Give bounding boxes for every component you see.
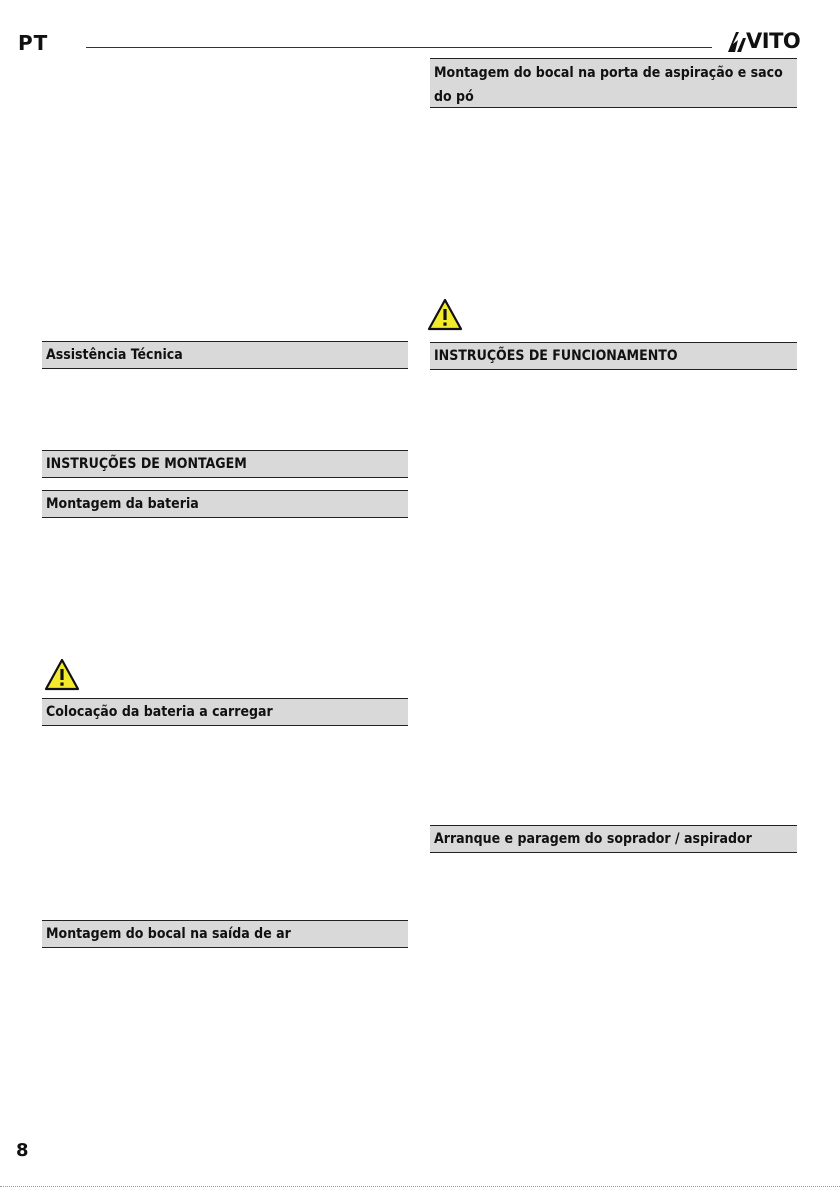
warning-icon [427, 298, 463, 332]
brand-name: VITO [746, 29, 801, 53]
header-rule [86, 47, 712, 48]
section-montagem-bateria: Montagem da bateria [42, 490, 408, 518]
section-assistencia-tecnica: Assistência Técnica [42, 341, 408, 369]
warning-icon [44, 658, 80, 692]
section-arranque-paragem: Arranque e paragem do soprador / aspirador [430, 825, 797, 853]
brand-mark-icon [726, 30, 748, 54]
section-montagem-bocal-saida: Montagem do bocal na saída de ar [42, 920, 408, 948]
language-code: PT [18, 31, 49, 55]
section-colocacao-bateria: Colocação da bateria a carregar [42, 698, 408, 726]
section-montagem-bocal-aspiracao: Montagem do bocal na porta de aspiração e saco do pó [430, 58, 797, 108]
page-number: 8 [16, 1140, 29, 1161]
section-instrucoes-montagem: INSTRUÇÕES DE MONTAGEM [42, 450, 408, 478]
brand-logo [726, 30, 822, 54]
section-instrucoes-funcionamento: INSTRUÇÕES DE FUNCIONAMENTO [430, 342, 797, 370]
bottom-dotted-rule [0, 1186, 840, 1187]
